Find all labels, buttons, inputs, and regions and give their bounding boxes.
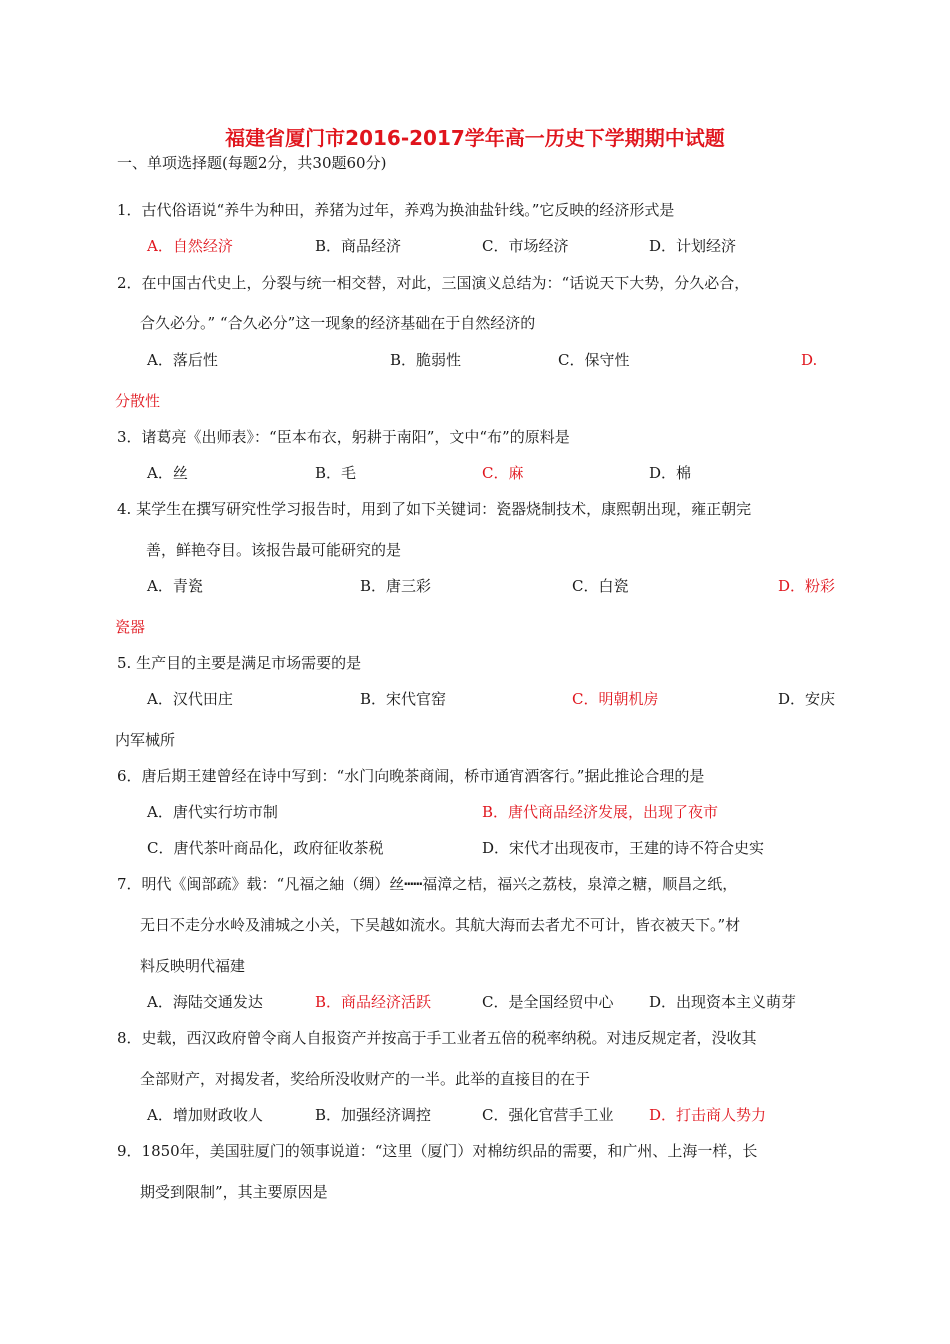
section-heading: 一、单项选择题(每题2分，共30题60分) xyxy=(117,154,387,172)
question-3-stem: 3．诸葛亮《出师表》：“臣本布衣，躬耕于南阳”，文中“布”的原料是 xyxy=(117,428,570,446)
question-1-option-b: B．商品经济 xyxy=(315,237,402,255)
question-8-option-a: A．增加财政收人 xyxy=(147,1106,263,1124)
question-7-option-d: D．出现资本主义萌芽 xyxy=(649,993,797,1011)
question-1-stem: 1．古代俗语说“养牛为种田，养猪为过年，养鸡为换油盐针线。”它反映的经济形式是 xyxy=(117,201,675,219)
question-3-option-a: A．丝 xyxy=(147,464,188,482)
question-7-stem-line-1: 7．明代《闽部疏》载：“凡福之紬（绸）丝┅┅福漳之桔，福兴之荔枝，泉漳之糖，顺昌之纸， xyxy=(117,875,738,893)
question-3-option-c: C．麻 xyxy=(482,464,524,482)
question-8-stem-line-1: 8．史载，西汉政府曾令商人自报资产并按高于手工业者五倍的税率纳税。对违反规定者，没收其 xyxy=(117,1029,757,1047)
question-3-option-d: D．棉 xyxy=(649,464,692,482)
question-4-option-a: A．青瓷 xyxy=(147,577,203,595)
question-2-option-c: C．保守性 xyxy=(558,351,630,369)
question-5-option-d-continued: 内军械所 xyxy=(115,731,176,749)
question-6-option-d: D．宋代才出现夜市，王建的诗不符合史实 xyxy=(482,839,765,857)
question-2-option-d: D. xyxy=(801,351,818,369)
question-8-option-d: D．打击商人势力 xyxy=(649,1106,767,1124)
document-title: 福建省厦门市2016-2017学年高一历史下学期期中试题 xyxy=(225,126,725,150)
question-4-stem-line-1: 4. 某学生在撰写研究性学习报告时，用到了如下关键词：瓷器烧制技术，康熙朝出现，雍正朝完 xyxy=(117,500,752,518)
question-7-stem-line-3: 料反映明代福建 xyxy=(140,957,246,975)
question-8-option-c: C．强化官营手工业 xyxy=(482,1106,614,1124)
question-8-option-b: B．加强经济调控 xyxy=(315,1106,432,1124)
question-7-stem-line-2: 无日不走分水岭及浦城之小关，下吴越如流水。其航大海而去者尤不可计，皆衣被天下。”材 xyxy=(140,916,741,934)
question-6-option-a: A．唐代实行坊市制 xyxy=(147,803,278,821)
question-4-option-b: B．唐三彩 xyxy=(360,577,432,595)
question-7-option-b: B．商品经济活跃 xyxy=(315,993,432,1011)
question-5-option-a: A．汉代田庄 xyxy=(147,690,233,708)
question-9-stem-line-1: 9．1850年，美国驻厦门的领事说道：“这里（厦门）对棉纺织品的需要，和广州、上海一样，长 xyxy=(117,1142,758,1160)
question-2-stem-line-2: 合久必分。” “合久必分”这一现象的经济基础在于自然经济的 xyxy=(140,314,536,332)
question-7-option-a: A．海陆交通发达 xyxy=(147,993,263,1011)
question-6-option-b: B．唐代商品经济发展，出现了夜市 xyxy=(482,803,719,821)
question-8-stem-line-2: 全部财产，对揭发者，奖给所没收财产的一半。此举的直接目的在于 xyxy=(140,1070,591,1088)
question-5-option-c: C．明朝机房 xyxy=(572,690,659,708)
question-1-option-d: D．计划经济 xyxy=(649,237,737,255)
question-1-option-c: C．市场经济 xyxy=(482,237,569,255)
question-5-option-b: B．宋代官窑 xyxy=(360,690,447,708)
question-3-option-b: B．毛 xyxy=(315,464,357,482)
question-4-option-d: D．粉彩 xyxy=(778,577,836,595)
question-4-option-d-continued: 瓷器 xyxy=(115,618,146,636)
question-9-stem-line-2: 期受到限制”，其主要原因是 xyxy=(140,1183,328,1201)
question-1-option-a: A．自然经济 xyxy=(147,237,233,255)
question-2-option-a: A．落后性 xyxy=(147,351,218,369)
question-5-option-d: D．安庆 xyxy=(778,690,836,708)
question-2-option-b: B．脆弱性 xyxy=(390,351,462,369)
question-4-stem-line-2: 善，鲜艳夺目。该报告最可能研究的是 xyxy=(146,541,402,559)
question-2-option-d-continued: 分散性 xyxy=(115,392,161,410)
question-6-stem: 6．唐后期王建曾经在诗中写到：“水门向晚茶商闹，桥市通宵酒客行。”据此推论合理的是 xyxy=(117,767,705,785)
question-5-stem: 5. 生产目的主要是满足市场需要的是 xyxy=(117,654,362,672)
question-4-option-c: C．白瓷 xyxy=(572,577,629,595)
question-6-option-c: C．唐代茶叶商品化，政府征收茶税 xyxy=(147,839,384,857)
question-2-stem-line-1: 2．在中国古代史上，分裂与统一相交替，对此，三国演义总结为：“话说天下大势，分久必合， xyxy=(117,274,750,292)
question-7-option-c: C．是全国经贸中心 xyxy=(482,993,614,1011)
